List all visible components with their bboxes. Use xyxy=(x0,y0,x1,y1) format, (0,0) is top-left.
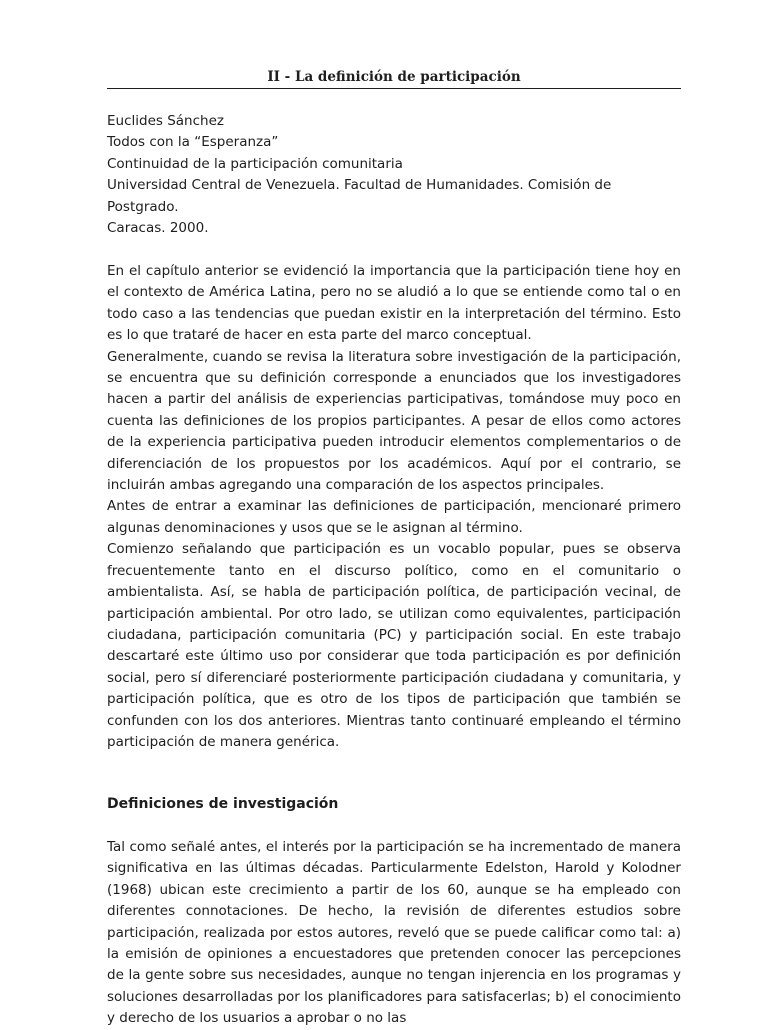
citation-place-year: Caracas. 2000. xyxy=(107,220,209,237)
citation-institution: Universidad Central de Venezuela. Facultad de Humanidades. Comisión de Postgrado. xyxy=(107,177,612,215)
section-heading: Definiciones de investigación xyxy=(107,796,339,812)
citation-book-title: Todos con la “Esperanza” xyxy=(107,134,279,151)
citation-block xyxy=(107,111,681,239)
paragraph: Antes de entrar a examinar las definiciones de participación, mencionaré primero algunas denominaciones y usos que se le asignan al término. xyxy=(107,498,681,536)
intro-section xyxy=(107,261,681,753)
paragraph: Comienzo señalando que participación es un vocablo popular, pues se observa frecuentemente tanto en el discurso político, como en el comunitario o ambientalista. Así, se habla de participación política, de participación vecinal, de participación ambiental. Por otro lado, se utilizan como equivalentes, participación ciudadana, participación comunitaria (PC) y participación social. En este trabajo descartaré este último uso por considerar que toda participación es por definición social, pero sí diferenciaré posteriormente participación ciudadana y comunitaria, y participación política, que es otro de los tipos de participación que también se confunden con los dos anteriores. Mientras tanto continuaré empleando el término participación de manera genérica. xyxy=(107,541,681,750)
paragraph: Generalmente, cuando se revisa la literatura sobre investigación de la participación, se encuentra que su definición corresponde a enunciados que los investigadores hacen a partir del análisis de experiencias participativas, tomándose muy poco en cuenta las definiciones de los propios participantes. A pesar de ellos como actores de la experiencia participativa pueden introducir elementos complementarios o de diferenciación de los propuestos por los académicos. Aquí por el contrario, se incluirán ambas agregando una comparación de los aspectos principales. xyxy=(107,348,681,494)
document-title: II - La definición de participación xyxy=(107,68,681,89)
citation-author: Euclides Sánchez xyxy=(107,113,224,129)
citation-subtitle: Continuidad de la participación comunitaria xyxy=(107,155,403,172)
paragraph: En el capítulo anterior se evidenció la importancia que la participación tiene hoy en el contexto de América Latina, pero no se aludió a lo que se entiende como tal o en todo caso a las tendencias que puedan existir en la interpretación del término. Esto es lo que trataré de hacer en esta parte del marco conceptual. xyxy=(107,263,681,344)
paragraph: Tal como señalé antes, el interés por la participación se ha incrementado de manera significativa en las últimas décadas. Particularmente Edelston, Harold y Kolodner (1968) ubican este crecimiento a partir de los 60, aunque se ha empleado con diferentes connotaciones. De hecho, la revisión de diferentes estudios sobre participación, realizada por estos autores, reveló que se puede calificar como tal: a) la emisión de opiniones a encuestadores que pretenden conocer las percepciones de la gente sobre sus necesidades, aunque no tengan injerencia en los programas y soluciones desarrolladas por los planificadores para satisfacerlas; b) el conocimiento y derecho de los usuarios a aprobar o no las xyxy=(107,839,681,1027)
section-body xyxy=(107,837,681,1030)
